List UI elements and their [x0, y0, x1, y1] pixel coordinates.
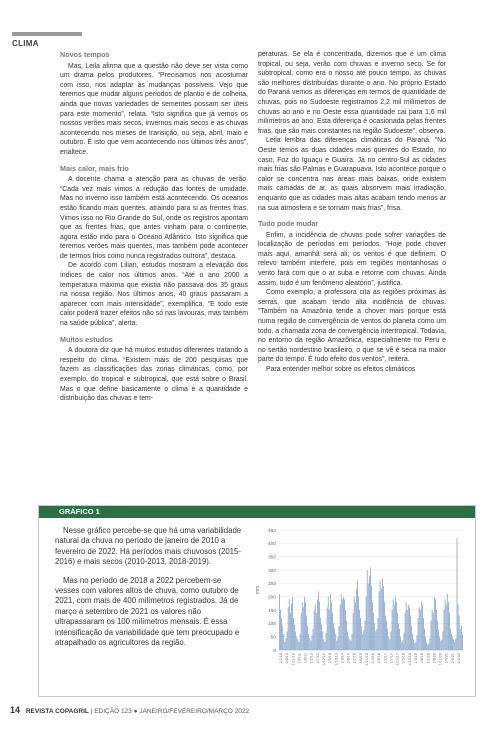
article-column-left	[60, 50, 248, 404]
subheading: Muitos estudos	[60, 334, 113, 344]
x-tick-label: 1/1/10	[279, 653, 284, 664]
chart-bar	[459, 615, 460, 650]
chart-bar	[356, 589, 357, 650]
y-tick-label: 0	[273, 648, 276, 654]
chart-bar	[405, 613, 406, 650]
y-tick-label: 300	[267, 568, 276, 574]
chart-bar	[366, 597, 367, 650]
chart-bar	[330, 594, 331, 650]
chart-bar	[414, 643, 415, 650]
chart-bar	[440, 641, 441, 650]
x-tick-label: 1/6/15	[358, 653, 363, 664]
chart-bar	[443, 631, 444, 650]
chart-bar	[346, 621, 347, 650]
chart-bar	[321, 625, 322, 650]
chart-bar	[432, 610, 433, 650]
chart-bar	[308, 634, 309, 650]
chart-bar	[353, 613, 354, 650]
x-tick-label: 1/10/13	[334, 653, 339, 666]
chart-bar	[401, 642, 402, 650]
y-tick-label: 400	[267, 542, 276, 548]
chart-box-paragraph: Mas no período de 2018 a 2022 percebem-se vesses com valores altos de chuva, como outubro de 2021, com mais de 400 milímetros registrados. Já de março a setembro de 2021 os valores não ultrapassaram os 100 milímetros mensais. É essa intensificação da variabilidade que tem preocupado e atrapalhado os agricultores da região.	[55, 575, 240, 648]
chart-bar	[419, 607, 420, 650]
chart-bar	[320, 618, 321, 650]
chart-bar	[317, 599, 318, 650]
y-tick-label: 250	[267, 582, 276, 588]
chart-bar	[331, 602, 332, 650]
chart-box-title: GRÁFICO 1	[59, 507, 100, 516]
y-tick-label: 150	[267, 608, 276, 614]
section-rule	[12, 32, 82, 36]
chart-bar	[406, 602, 407, 650]
chart-bar	[358, 597, 359, 650]
chart-bar	[339, 626, 340, 650]
chart-bar	[314, 610, 315, 650]
chart-bar	[416, 642, 417, 650]
chart-bar	[340, 605, 341, 650]
chart-bar	[368, 583, 369, 650]
x-tick-label: 1/6/20	[432, 653, 437, 664]
x-tick-label: 1/7/17	[389, 653, 394, 664]
chart-bar	[426, 642, 427, 650]
chart-bar	[288, 607, 289, 650]
chart-bar	[436, 610, 437, 650]
chart-bar	[412, 634, 413, 650]
chart-bar	[458, 605, 459, 650]
chart-bar	[286, 638, 287, 650]
chart-bar	[383, 586, 384, 650]
chart-bar	[293, 618, 294, 650]
chart-bar	[287, 631, 288, 650]
chart-bar	[373, 613, 374, 650]
chart-bar	[306, 615, 307, 650]
chart-box	[38, 505, 476, 697]
chart-bar	[354, 597, 355, 650]
chart-bar	[411, 626, 412, 650]
chart-bar	[312, 635, 313, 650]
chart-bar	[391, 631, 392, 650]
chart-bar	[281, 618, 282, 650]
x-tick-label: 1/9/11	[303, 653, 308, 664]
x-tick-label: 1/1/20	[426, 653, 431, 664]
chart-bar	[285, 642, 286, 650]
chart-bar	[295, 631, 296, 650]
x-tick-label: 1/11/15	[364, 653, 369, 666]
chart-bar	[343, 597, 344, 650]
body-paragraph: Enfim, a incidência de chuvas pode sofrer variações de localização de períodos em períodos. “Hoje pode chover mais aqui, amanhã será ali; os ventos é que definem. O relevo também interfere, pois em regiões montanhosas o vento fará com que o ar suba e retorne com chuvas. Ainda assim, tudo é um fenômeno aleatório”, justifica.	[258, 231, 446, 287]
chart-bar	[461, 626, 462, 650]
chart-bar	[448, 602, 449, 650]
chart-bar	[299, 642, 300, 650]
article-column-right	[258, 50, 446, 375]
chart-bar	[390, 639, 391, 650]
x-tick-label: 1/8/14	[346, 653, 351, 664]
chart-bar	[309, 638, 310, 650]
chart-bar	[369, 575, 370, 650]
chart-bar	[300, 634, 301, 650]
x-tick-label: 1/4/16	[371, 653, 376, 664]
x-tick-label: 1/2/22	[456, 653, 461, 664]
chart-bar	[304, 597, 305, 650]
x-tick-label: 1/11/10	[291, 653, 296, 666]
chart-bar	[315, 605, 316, 650]
chart-bar	[307, 626, 308, 650]
chart-bar	[434, 597, 435, 650]
chart-bar	[335, 634, 336, 650]
chart-bar	[431, 621, 432, 650]
chart-bar	[322, 631, 323, 650]
chart-bar	[359, 610, 360, 650]
chart-bar	[410, 615, 411, 650]
chart-bar	[423, 618, 424, 650]
chart-bar	[396, 602, 397, 650]
chart-bar	[457, 538, 458, 650]
chart-bar	[452, 637, 453, 650]
chart-bar	[433, 613, 434, 650]
chart-bar	[460, 629, 461, 650]
x-tick-label: 1/3/14	[340, 653, 345, 664]
chart-bar	[348, 637, 349, 650]
chart-bar	[451, 634, 452, 650]
chart-bar	[328, 597, 329, 650]
chart-bar	[427, 645, 428, 650]
chart-bar	[362, 634, 363, 650]
chart-bar	[298, 639, 299, 650]
chart-bar	[446, 605, 447, 650]
chart-bar	[454, 642, 455, 650]
chart-bar	[364, 630, 365, 650]
chart-bar	[408, 605, 409, 650]
chart-bar	[350, 639, 351, 650]
chart-bar	[289, 599, 290, 650]
x-tick-label: 1/12/17	[395, 653, 400, 666]
chart-bar	[279, 594, 280, 650]
chart-bar	[407, 610, 408, 650]
chart-bar	[345, 610, 346, 650]
chart-bar	[326, 633, 327, 650]
chart-bar	[371, 586, 372, 650]
chart-bar	[462, 634, 463, 650]
chart-bar	[409, 607, 410, 650]
chart-bar	[403, 641, 404, 650]
chart-bar	[311, 641, 312, 650]
chart-bar	[413, 639, 414, 650]
chart-bar	[393, 599, 394, 650]
chart-bar	[379, 591, 380, 650]
chart-bar	[344, 599, 345, 650]
chart-bar	[365, 621, 366, 650]
chart-bar	[417, 635, 418, 650]
chart-bar	[384, 602, 385, 650]
x-tick-label: 1/2/12	[309, 653, 314, 664]
chart-bar	[422, 605, 423, 650]
chart-bar	[357, 581, 358, 650]
chart-bar	[439, 637, 440, 650]
chart-bar	[333, 623, 334, 650]
chart-bar	[370, 567, 371, 650]
chart-bar	[318, 591, 319, 650]
chart-bar	[380, 581, 381, 650]
chart-bar	[280, 610, 281, 650]
rainfall-bar-chart	[249, 522, 469, 692]
chart-bar	[424, 629, 425, 650]
chart-bar	[381, 589, 382, 650]
y-axis-label: mm	[255, 585, 261, 595]
chart-bar	[341, 594, 342, 650]
chart-bar	[378, 618, 379, 650]
chart-bar	[444, 610, 445, 650]
y-tick-label: 350	[267, 555, 276, 561]
chart-bar	[425, 637, 426, 650]
chart-bar	[283, 634, 284, 650]
y-tick-label: 50	[270, 635, 276, 641]
chart-bar	[367, 570, 368, 650]
chart-bar	[435, 599, 436, 650]
chart-bar	[351, 641, 352, 650]
chart-bar	[360, 618, 361, 650]
body-paragraph: A doutora diz que há muitos estudos diferentes tratando a respeito do clima. “Existem mais de 200 pesquisas que fazem as classificações das zonas climáticas, como, por exemplo, do tropical e subtropical, que está sobre o Brasil. Mas o que define basicamente o clima é a quantidade e distribuição das chuvas e tem-	[60, 347, 248, 403]
chart-bar	[375, 631, 376, 650]
body-paragraph: Leila lembra das diferenças climáticas do Paraná. “No Oeste temos as duas cidades mais quentes do Estado, no caso, Foz do Iguaçu e Guaíra. Já no centro-Sul as cidades mais frias são Palmas e Guarapuava. Isto acontece porque o calor se concentra nas áreas mais baixas, onde existem mais camadas de ar, as quais absorvem mais irradiação, enquanto que as cidades mais altas acabam tendo menos ar na sua atmosfera e se tornam mais frias”, frisa.	[258, 137, 446, 212]
body-paragraph: Como exemplo, a professora cita as regiões próximas às serras, que acabam tendo alta incidência de chuvas. “Também na Amazônia tende a chover mais porque está numa região de convergência de ventos do planeta como um todo, a chamada zona de convergência intertropical. Todavia, no entorno da região Amazônica, especialmente no Peru e no sertão nordestino brasileiro, o que se vê é seca na maior parte do tempo. É tudo efeito dos ventos”, reitera.	[258, 289, 446, 364]
chart-bar	[392, 610, 393, 650]
chart-bar	[324, 639, 325, 650]
y-tick-label: 200	[267, 595, 276, 601]
body-paragraph: Mas, Leila afirma que a questão não deve ser vista como um drama pelos produtores. “Precisamos nos acostumar com isso, nos adaptar às mudanças possíveis. Vejo que teremos que mudar alguns períodos de plantio e de colheita, ainda que novas variedades de sementes possam ser úteis para este momento”, relata. “Isto significa que já vemos os nossos verões mais secos, invernos mais secos e as chuvas acontecendo nos meses de transição, ou seja, abril, maio e outubro. É isto que vem acontecendo nos últimos três anos”, enaltece.	[60, 62, 248, 156]
chart-bar	[327, 607, 328, 650]
chart-bar	[386, 621, 387, 650]
chart-bar	[377, 629, 378, 650]
chart-bar	[438, 630, 439, 650]
chart-box-text	[55, 526, 245, 656]
chart-bar	[420, 610, 421, 650]
chart-bar	[398, 623, 399, 650]
subheading: Mais calor, mais frio	[60, 163, 129, 173]
chart-bar	[334, 629, 335, 650]
body-paragraph: De acordo com Lilian, estudos mostram a elevação dos índices de calor nos últimos anos. “Até o ano 2000 a temperatura máxima que existia não passava dos 35 graus na nossa região. Nos últimos anos, 40 graus passaram a aparecer com mais intensidade”, exemplifica. “E todo este calor poderá trazer efeitos não só nas lavouras, mas também na saúde pública”, alerta.	[60, 262, 248, 328]
chart-bar	[355, 602, 356, 650]
chart-box-title-bar	[39, 506, 475, 518]
x-tick-label: 1/5/18	[401, 653, 406, 664]
chart-bar	[316, 613, 317, 650]
chart-bar	[374, 623, 375, 650]
x-tick-label: 1/5/13	[328, 653, 333, 664]
chart-bar	[450, 629, 451, 650]
subheading: Tudo pode mudar	[258, 219, 319, 229]
body-paragraph: peraturas. Se ela é concentrada, dizemos que é um clima tropical, ou seja, verão com chuvas e inverno seco. Se for subtropical, como era o nosso até pouco tempo, as chuvas são melhores distribuídas durante o ano. No próprio Estado do Paraná vemos as diferenças em termos de quantidade de chuvas, pois no Sudoeste registramos 2,2 mil milímetros de chuvas ao ano e no Oeste essa quantidade cai para 1,6 mil milímetros ao ano. Esta diferença é ocasionada pelas frentes frias, que são mais constantes na região Sudoeste”, observa.	[258, 51, 446, 135]
section-tag: CLIMA	[12, 39, 39, 48]
chart-bar	[301, 613, 302, 650]
chart-bar	[338, 637, 339, 650]
x-tick-label: 1/10/18	[407, 653, 412, 666]
chart-bar	[302, 602, 303, 650]
chart-bar	[418, 618, 419, 650]
chart-bar	[325, 642, 326, 650]
y-tick-label: 450	[267, 528, 276, 534]
chart-bar	[387, 629, 388, 650]
chart-bar	[352, 634, 353, 650]
chart-bar	[447, 594, 448, 650]
chart-bar	[394, 605, 395, 650]
chart-bar	[294, 625, 295, 650]
chart-bar	[453, 639, 454, 650]
chart-bar	[388, 637, 389, 650]
chart-bar	[282, 626, 283, 650]
page-footer	[10, 705, 249, 715]
edition-info: | EDIÇÃO 123 ● JANEIRO/FEVEREIRO/MARÇO 2022	[90, 708, 250, 715]
magazine-name: REVISTA COPAGRIL	[25, 708, 89, 715]
chart-bar	[291, 603, 292, 650]
chart-bar	[404, 633, 405, 650]
chart-bar	[430, 638, 431, 650]
body-paragraph: A docente chama a atenção para as chuvas de verão. “Cada vez mais vimos a redução das fontes de umidade. Mas no inverno isso também está acontecendo. Os oceanos estão ficando mais quentes, atraindo para si as frentes frias. Vimos isso no Rio Grande do Sul, onde os registros apontam que as frentes frias, que antes vinham para o continente, agora estão indo para o Oceano Atlântico. Isto significa que teremos verões mais quentes, mas também pode acontecer de termos frios como nunca registrados outrora”, destaca.	[60, 176, 248, 260]
chart-bar	[382, 578, 383, 650]
chart-bar	[421, 602, 422, 650]
x-tick-label: 1/1/15	[352, 653, 357, 664]
x-tick-label: 1/2/17	[383, 653, 388, 664]
page-number: 14	[10, 705, 21, 715]
chart-bar	[342, 599, 343, 650]
chart-bar	[332, 613, 333, 650]
chart-bar	[395, 597, 396, 650]
x-tick-label: 1/4/11	[297, 653, 302, 664]
chart-bar	[290, 613, 291, 650]
chart-bar	[372, 602, 373, 650]
chart-bar	[361, 626, 362, 650]
chart-bar	[399, 629, 400, 650]
chart-bar	[313, 629, 314, 650]
chart-bar	[292, 597, 293, 650]
chart-bar	[329, 610, 330, 650]
chart-bar	[445, 599, 446, 650]
chart-bar	[400, 637, 401, 650]
chart-bar	[296, 637, 297, 650]
x-tick-label: 1/4/21	[444, 653, 449, 664]
body-paragraph: Para entender melhor sobre os efeitos climáticos	[266, 366, 416, 373]
x-tick-label: 1/9/21	[450, 653, 455, 664]
y-tick-label: 100	[267, 622, 276, 628]
chart-bar	[305, 602, 306, 650]
chart-bar	[456, 638, 457, 650]
chart-bar	[429, 643, 430, 650]
x-tick-label: 1/8/19	[420, 653, 425, 664]
x-tick-label: 1/12/12	[322, 653, 326, 666]
chart-bar	[437, 621, 438, 650]
chart-bar	[449, 613, 450, 650]
x-tick-label: 1/6/10	[285, 653, 290, 664]
chart-bar	[337, 641, 338, 650]
chart-bar	[319, 602, 320, 650]
chart-bar	[385, 615, 386, 650]
x-tick-label: 1/9/16	[377, 653, 382, 664]
chart-box-paragraph: Nesse gráfico percebe-se que há uma variabilidade natural da chuva no período de janeiro de 2010 a fevereiro de 2022. Há períodos mais chuvosos (2015-2016) e mais secos (2010-2013, 2018-2019).	[55, 526, 242, 567]
x-tick-label: 1/11/20	[438, 653, 443, 666]
chart-bar	[442, 639, 443, 650]
chart-bar	[303, 607, 304, 650]
x-tick-label: 1/7/12	[315, 653, 320, 664]
chart-bar	[347, 631, 348, 650]
x-tick-label: 1/3/19	[414, 653, 418, 664]
chart-bar	[397, 613, 398, 650]
subheading: Novos tempos	[60, 50, 110, 59]
